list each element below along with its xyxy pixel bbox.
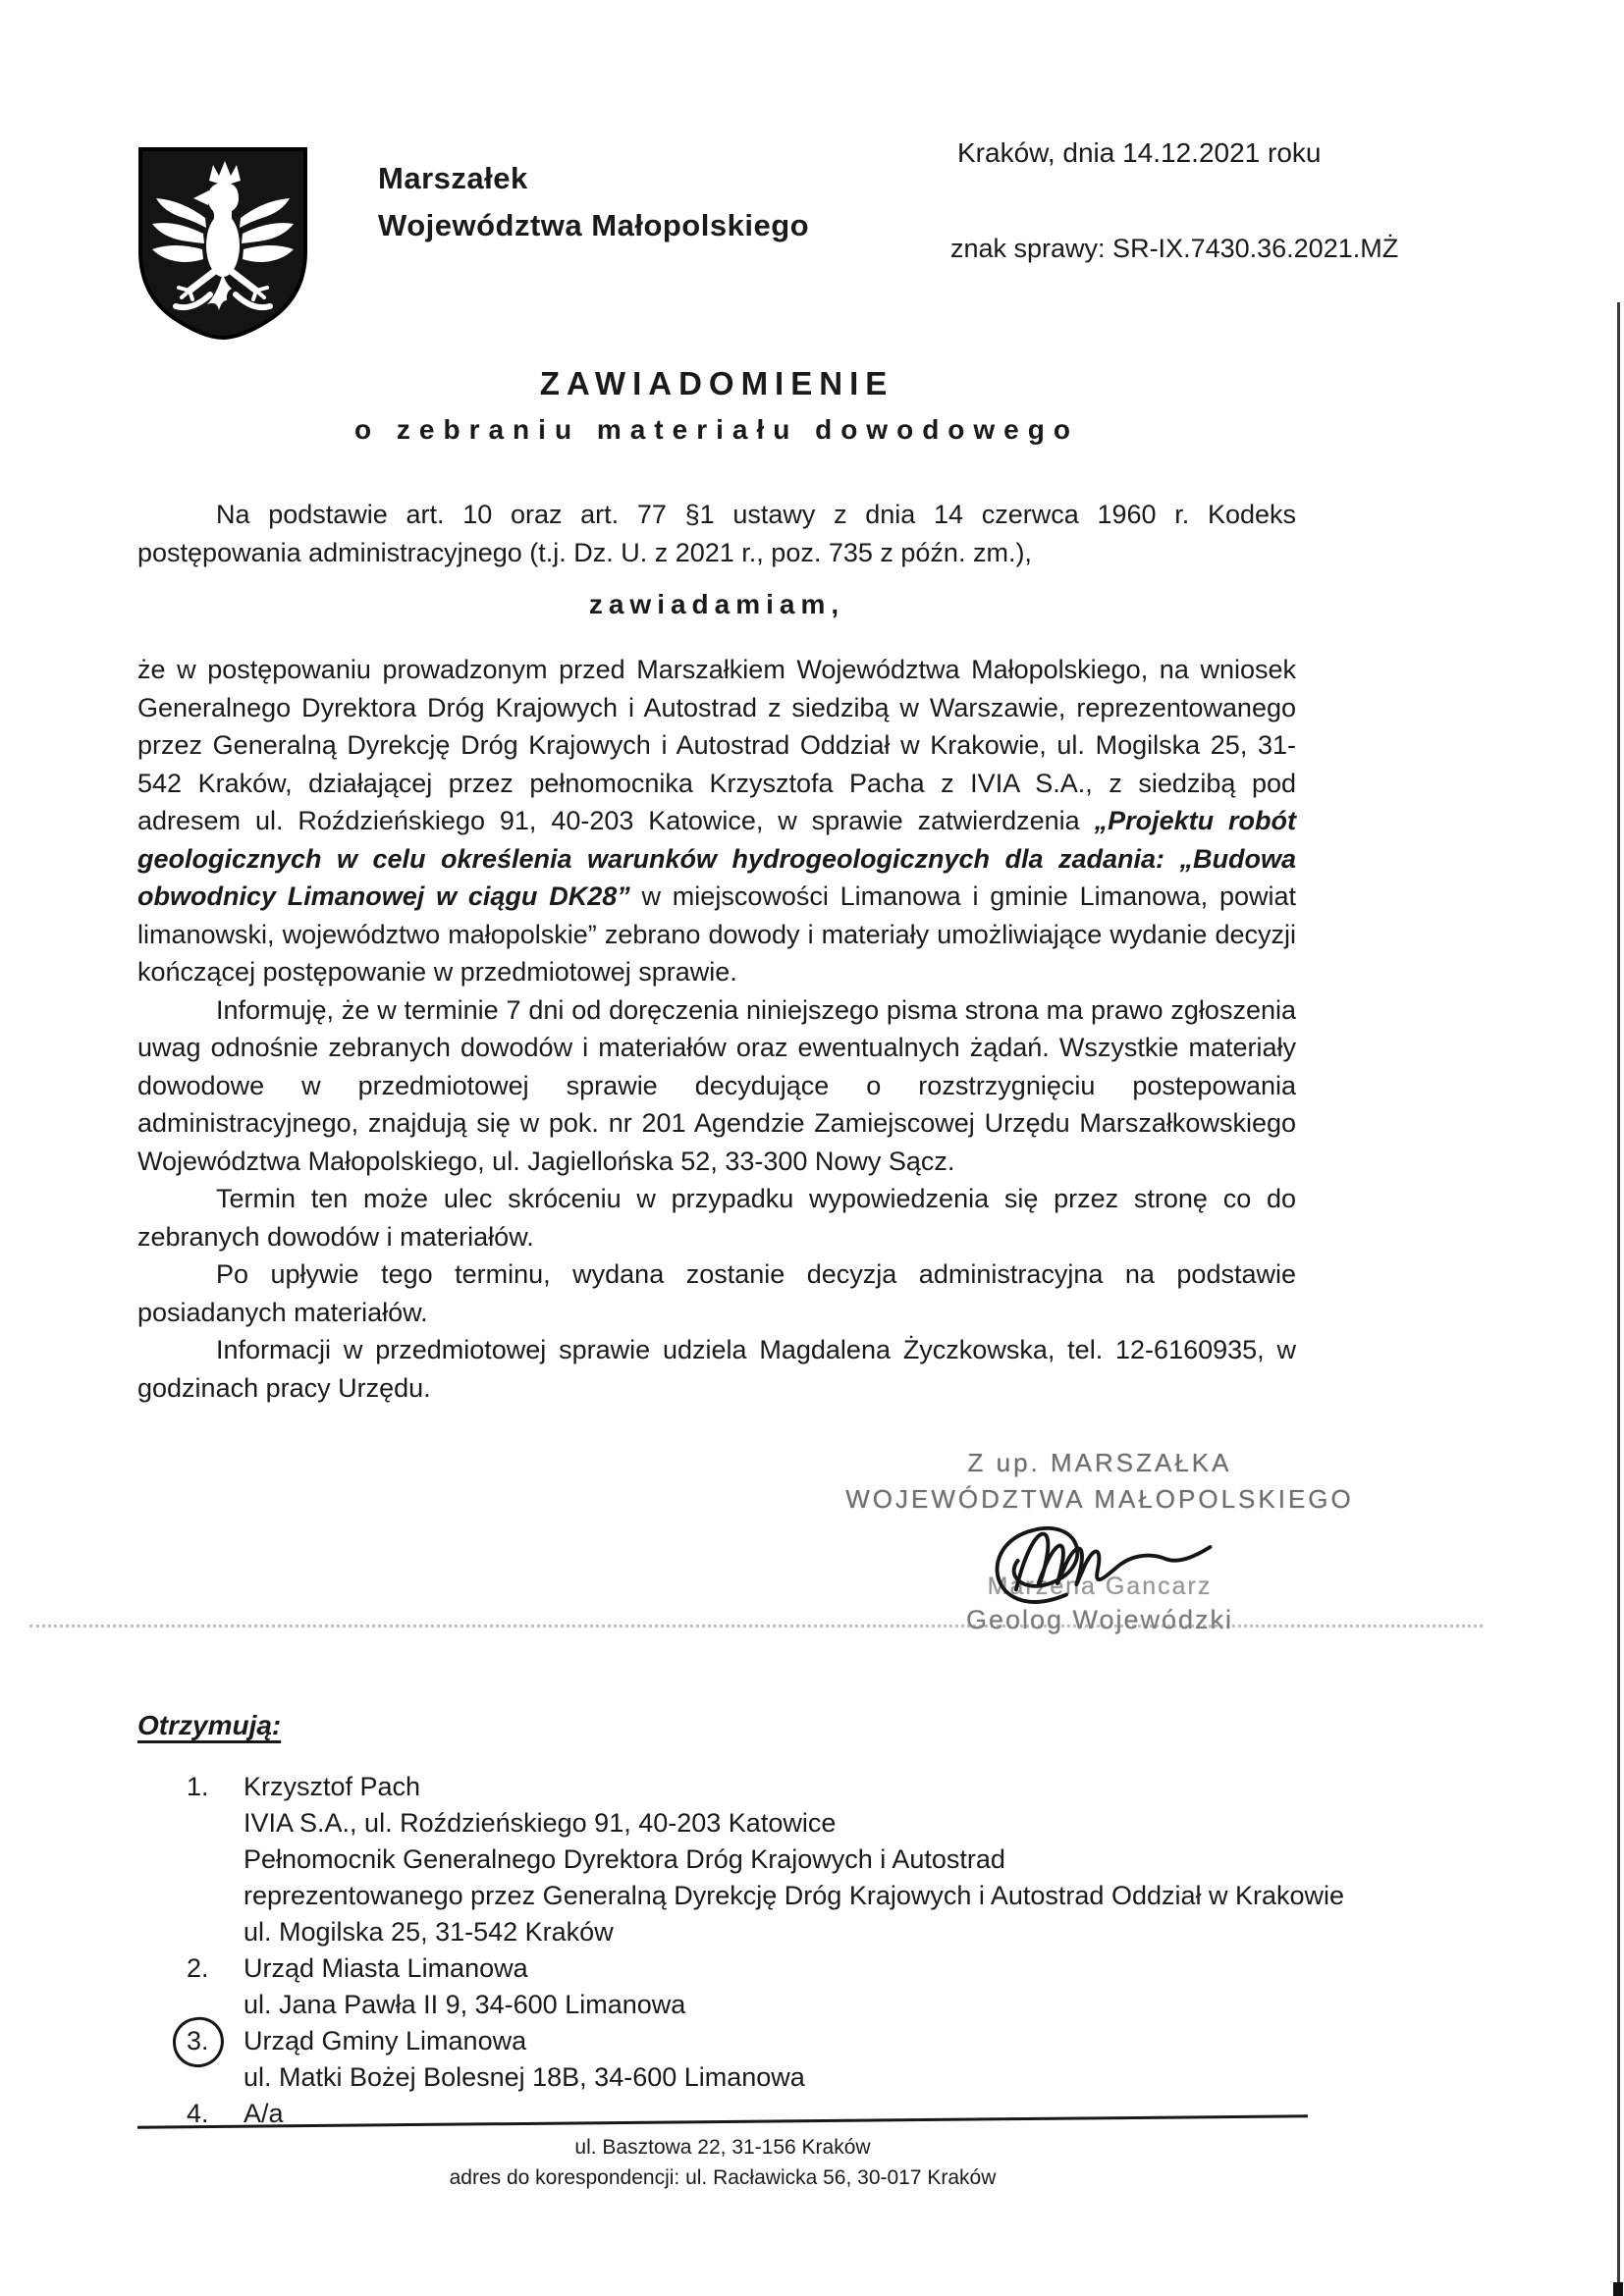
body-text bbox=[137, 651, 1296, 1407]
sender-block bbox=[378, 155, 809, 249]
recipient-line: Pełnomocnik Generalnego Dyrektora Dróg Krajowych i Autostrad bbox=[244, 1844, 1005, 1874]
paragraph-legal-basis: Na podstawie art. 10 oraz art. 77 §1 ustawy z dnia 14 czerwca 1960 r. Kodeks postępowania administracyjnego (t.j. Dz. U. z 2021 r., poz. 735 z późn. zm.), bbox=[137, 500, 1296, 567]
paragraph-shortening: Termin ten może ulec skróceniu w przypadku wypowiedzenia się przez stronę co do zebranych dowodów i materiałów. bbox=[137, 1184, 1296, 1252]
paragraph-contact: Informacji w przedmiotowej sprawie udziela Magdalena Życzkowska, tel. 12-6160935, w godzinach pracy Urzędu. bbox=[137, 1335, 1296, 1403]
recipient-number-3 bbox=[187, 2023, 244, 2059]
keyword-zawiadamiam: zawiadamiam, bbox=[588, 589, 845, 619]
scan-artifact-dotted-line bbox=[29, 1625, 1483, 1628]
date-line: Kraków, dnia 14.12.2021 roku bbox=[957, 137, 1322, 168]
recipient-lines-2 bbox=[244, 1950, 1414, 2023]
recipients-heading: Otrzymują: bbox=[137, 1710, 282, 1740]
paragraph-main-project-title: „Projektu robót geologicznych w celu określenia warunków hydrogeologicznych dla zadania: „Budowa obwodnicy Limanowej w ciągu DK28” bbox=[137, 806, 1296, 911]
scan-artifact-vertical-line bbox=[1617, 302, 1620, 2296]
notice-title-block bbox=[137, 365, 1296, 446]
signer-role: Geolog Wojewódzki bbox=[965, 1605, 1234, 1634]
sender-title: Marszałek bbox=[378, 161, 528, 195]
footer-address-block bbox=[137, 2132, 1308, 2193]
recipient-line: IVIA S.A., ul. Roździeńskiego 91, 40-203 Katowice bbox=[244, 1808, 837, 1838]
recipients-section bbox=[137, 1710, 1414, 2132]
recipient-number-4: 4. bbox=[187, 2099, 209, 2128]
recipient-line: Urząd Gminy Limanowa bbox=[244, 2026, 527, 2056]
recipient-item-3 bbox=[187, 2023, 1414, 2096]
recipient-lines-1 bbox=[244, 1769, 1414, 1950]
recipient-line: ul. Mogilska 25, 31-542 Kraków bbox=[244, 1917, 614, 1947]
recipient-number-1: 1. bbox=[187, 1772, 209, 1801]
recipient-line: A/a bbox=[244, 2099, 284, 2128]
signature-stamp-line1: Z up. MARSZAŁKA bbox=[967, 1448, 1232, 1477]
paragraph-decision: Po upływie tego terminu, wydana zostanie decyzja administracyjna na podstawie posiadanych materiałów. bbox=[137, 1259, 1296, 1327]
notice-subtitle: o zebraniu materiału dowodowego bbox=[354, 414, 1079, 445]
paragraph-main bbox=[137, 651, 1296, 991]
footer-address-line2: adres do korespondencji: ul. Racławicka 56, 30-017 Kraków bbox=[449, 2166, 997, 2189]
recipient-line: ul. Jana Pawła II 9, 34-600 Limanowa bbox=[244, 1990, 686, 2019]
notice-title: ZAWIADOMIENIE bbox=[539, 365, 894, 401]
recipient-item-2 bbox=[187, 1950, 1414, 2023]
paragraph-main-text: że w postępowaniu prowadzonym przed Marszałkiem Województwa Małopolskiego, na wniosek Generalnego Dyrektora Dróg Krajowych i Autostrad z siedzibą w Warszawie, reprezentowanego przez Generalną Dyrekcję Dróg Krajowych i Autostrad Oddział w Krakowie, ul. Mogilska 25, 31-542 Kraków, działającej przez pełnomocnika Krzysztofa Pacha z IVIA S.A., z siedzibą pod adresem ul. Roździeńskiego 91, 40-203 Katowice, w sprawie zatwierdzenia bbox=[137, 655, 1296, 835]
recipient-item-1 bbox=[187, 1769, 1414, 1950]
recipient-lines-4 bbox=[244, 2096, 1414, 2132]
signature-stamp-line2: WOJEWÓDZTWA MAŁOPOLSKIEGO bbox=[845, 1484, 1354, 1514]
recipient-line: ul. Matki Bożej Bolesnej 18B, 34-600 Limanowa bbox=[244, 2062, 805, 2092]
recipient-line: reprezentowanego przez Generalną Dyrekcję Dróg Krajowych i Autostrad Oddział w Krakowie bbox=[244, 1881, 1345, 1910]
signer-name: Marzena Gancarz bbox=[987, 1573, 1213, 1600]
sender-region: Województwa Małopolskiego bbox=[378, 208, 810, 242]
malopolska-coat-of-arms-icon bbox=[135, 145, 311, 342]
case-reference: znak sprawy: SR-IX.7430.36.2021.MŻ bbox=[950, 234, 1399, 263]
handwritten-signature-icon bbox=[947, 1496, 1262, 1624]
recipient-line: Urząd Miasta Limanowa bbox=[244, 1953, 528, 1983]
paragraph-deadline: Informuję, że w terminie 7 dni od doręczenia niniejszego pisma strona ma prawo zgłoszenia uwag odnośnie zebranych dowodów i materiałów oraz ewentualnych żądań. Wszystkie materiały dowodowe w przedmiotowej sprawie decydujące o rozstrzygnięciu postepowania administracyjnego, znajdują się w pok. nr 201 Agendzie Zamiejscowej Urzędu Marszałkowskiego Województwa Małopolskiego, ul. Jagiellońska 52, 33-300 Nowy Sącz. bbox=[137, 994, 1296, 1176]
signature-block bbox=[835, 1445, 1365, 1635]
paragraph-main-continuation: w miejscowości Limanowa i gminie Limanowa, powiat limanowski, województwo małopolskie” zebrano dowody i materiały umożliwiające wydanie decyzji kończącej postępowanie w przedmiotowej sprawie. bbox=[137, 881, 1297, 987]
footer-address-line1: ul. Basztowa 22, 31-156 Kraków bbox=[574, 2136, 871, 2159]
recipient-lines-3 bbox=[244, 2023, 1414, 2096]
recipient-line: Krzysztof Pach bbox=[244, 1772, 421, 1801]
recipient-number-2: 2. bbox=[187, 1953, 209, 1983]
hand-drawn-circle-mark bbox=[170, 2014, 228, 2071]
recipient-number-3-text: 3. bbox=[187, 2026, 209, 2056]
